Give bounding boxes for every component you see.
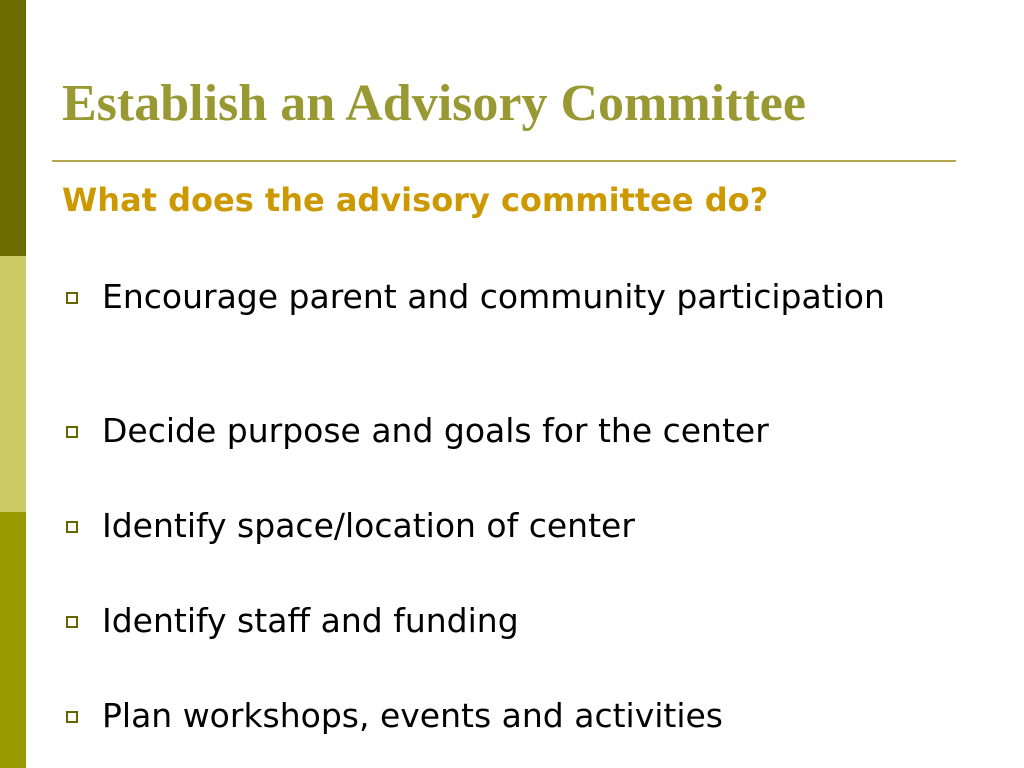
hollow-square-bullet-icon [66, 711, 78, 723]
hollow-square-bullet-icon [66, 426, 78, 438]
bullet-item [66, 278, 966, 315]
hollow-square-bullet-icon [66, 521, 78, 533]
bullet-text: Decide purpose and goals for the center [102, 411, 769, 450]
hollow-square-bullet-icon [66, 616, 78, 628]
slide-title: Establish an Advisory Committee [62, 75, 806, 132]
bullet-text: Encourage parent and community participation [102, 277, 885, 316]
bullet-text: Identify staff and funding [102, 601, 519, 640]
bullet-item [66, 507, 966, 544]
bullet-item [66, 602, 966, 639]
bullet-item [66, 412, 966, 449]
bullet-text: Plan workshops, events and activities [102, 696, 723, 735]
slide-subtitle: What does the advisory committee do? [62, 181, 769, 219]
bullet-item [66, 697, 966, 734]
hollow-square-bullet-icon [66, 292, 78, 304]
bullet-text: Identify space/location of center [102, 506, 635, 545]
